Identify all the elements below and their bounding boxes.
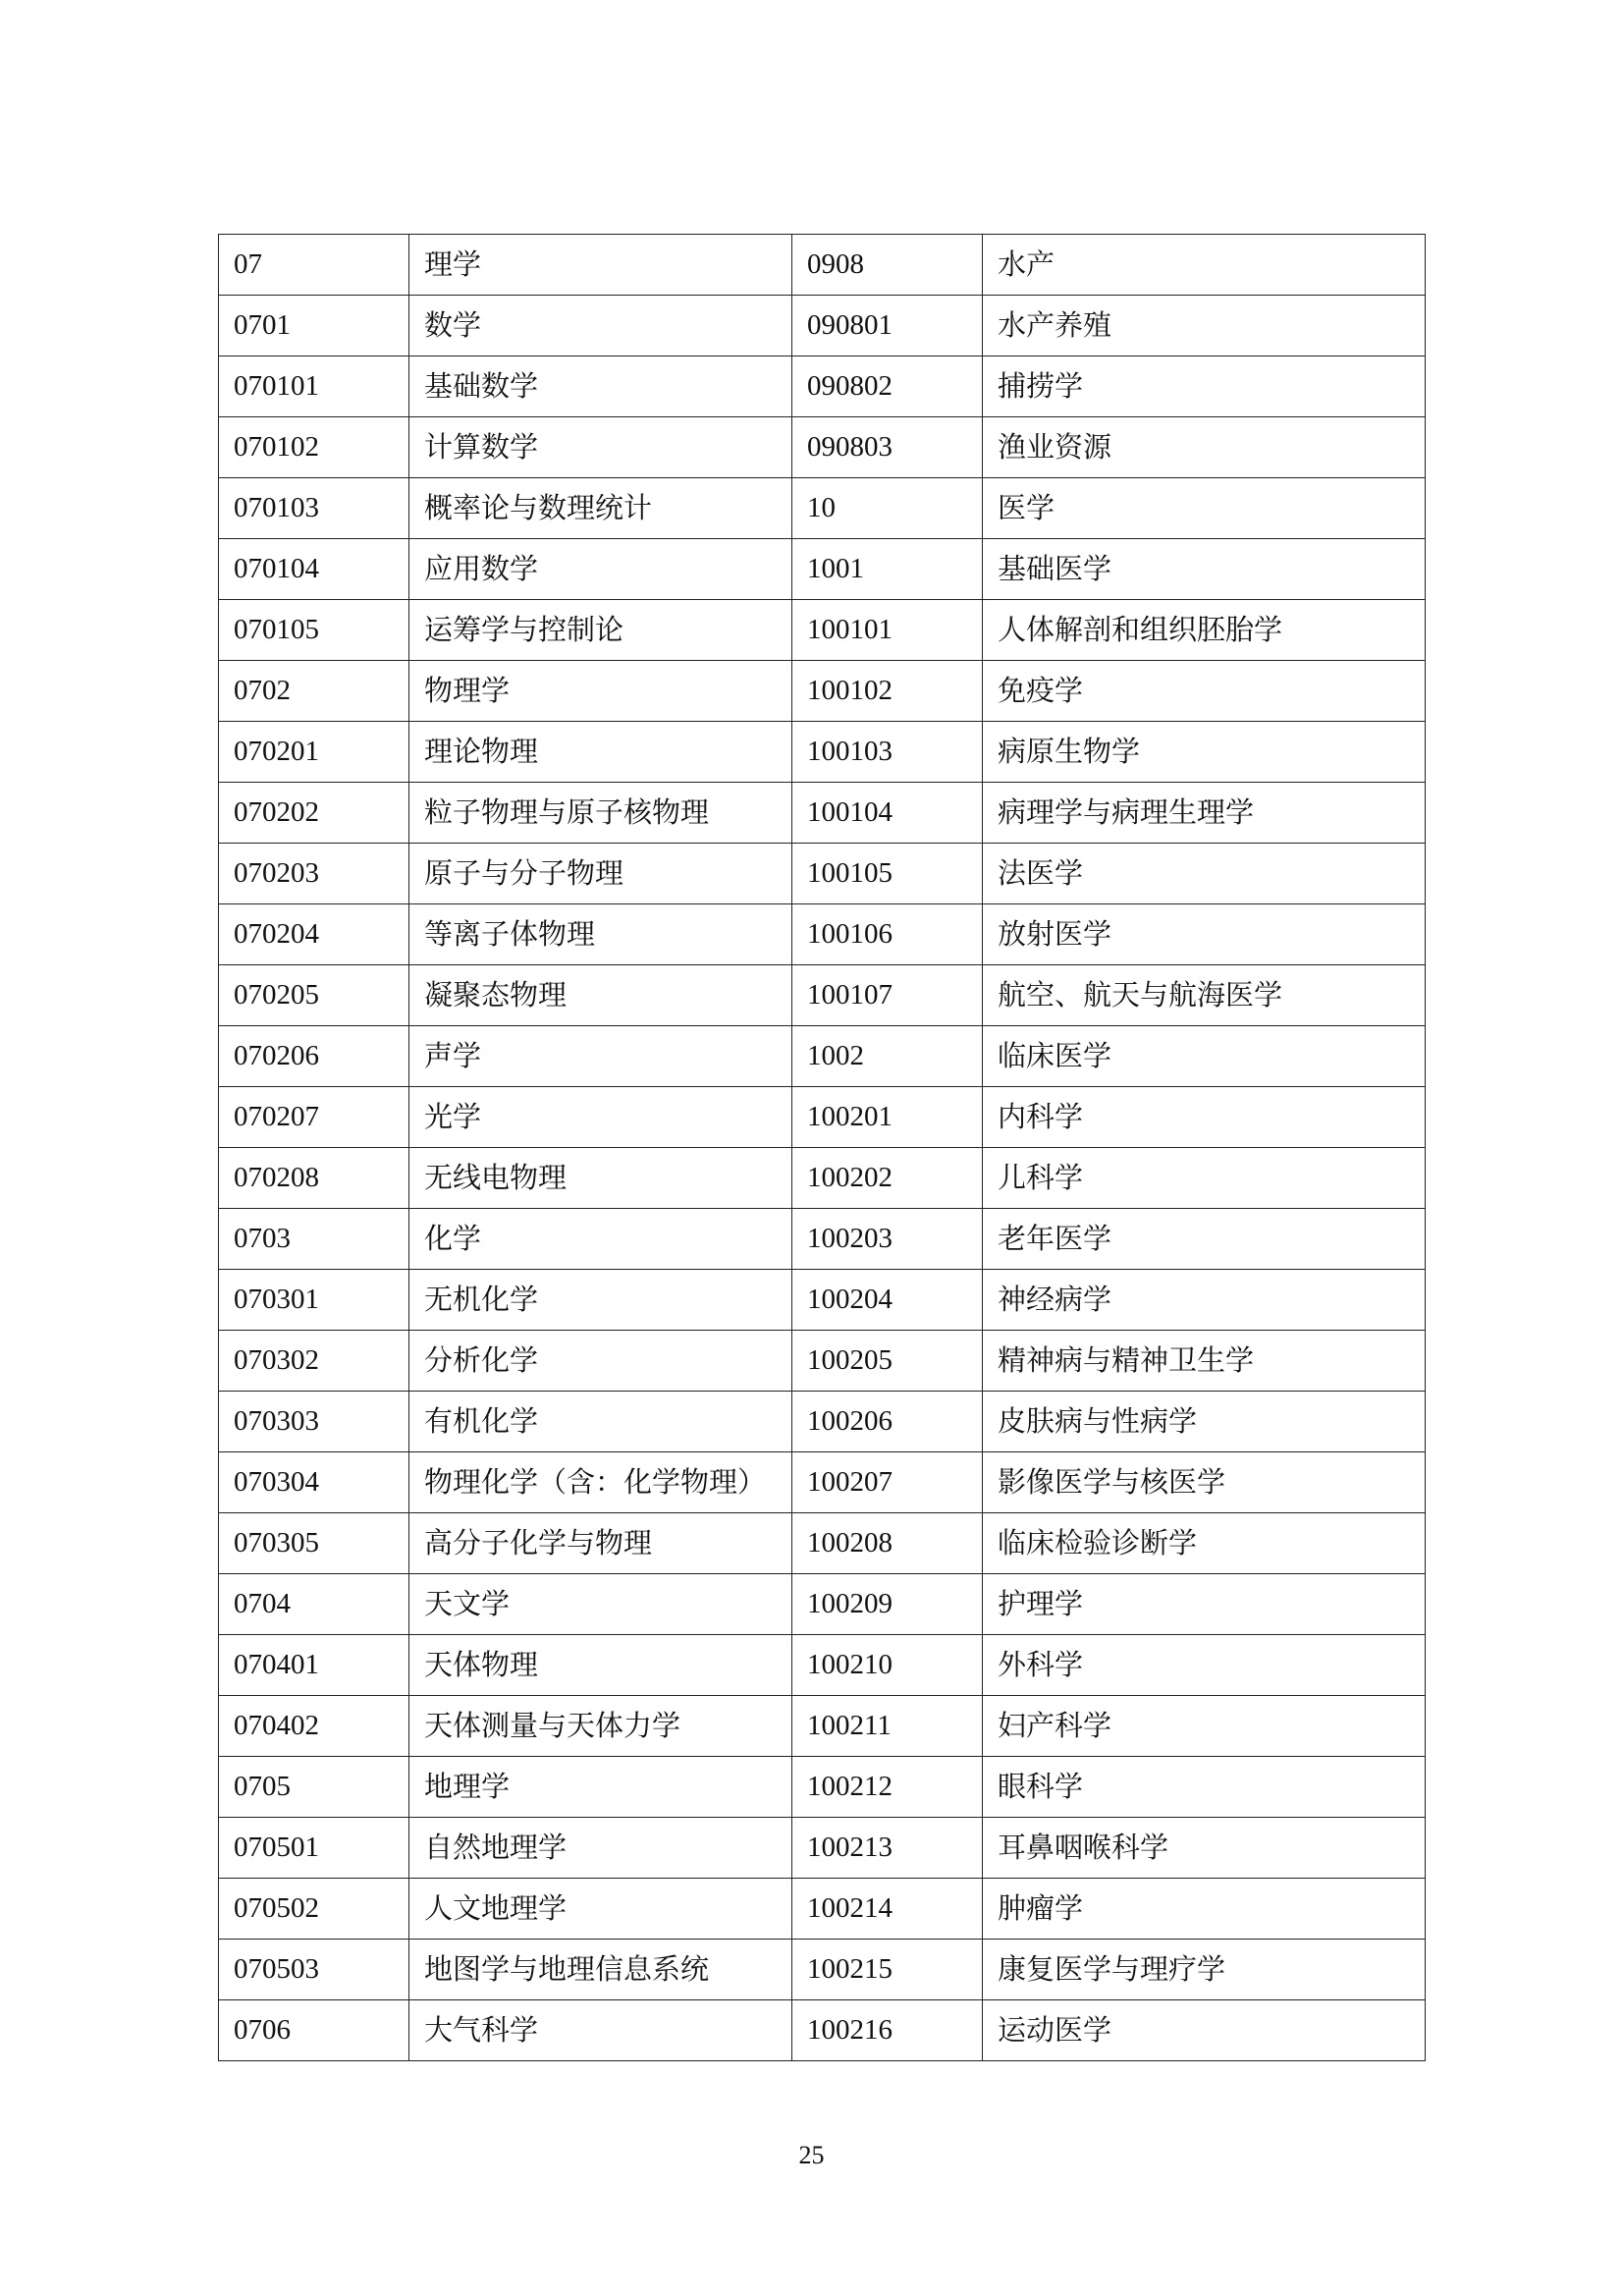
table-row bbox=[219, 1818, 1426, 1879]
left-code-cell: 070305 bbox=[219, 1513, 409, 1574]
right-code-cell: 100206 bbox=[792, 1392, 983, 1452]
left-name-cell: 理论物理 bbox=[409, 722, 792, 783]
left-code-cell: 070301 bbox=[219, 1270, 409, 1331]
right-code-cell: 100205 bbox=[792, 1331, 983, 1392]
table-row bbox=[219, 296, 1426, 356]
table-row bbox=[219, 417, 1426, 478]
table-row bbox=[219, 904, 1426, 965]
right-name-cell: 眼科学 bbox=[983, 1757, 1426, 1818]
left-code-cell: 070304 bbox=[219, 1452, 409, 1513]
left-code-cell: 070206 bbox=[219, 1026, 409, 1087]
table-row bbox=[219, 600, 1426, 661]
left-name-cell: 光学 bbox=[409, 1087, 792, 1148]
left-name-cell: 声学 bbox=[409, 1026, 792, 1087]
left-code-cell: 070203 bbox=[219, 844, 409, 904]
right-code-cell: 100105 bbox=[792, 844, 983, 904]
left-name-cell: 天体物理 bbox=[409, 1635, 792, 1696]
page-number: 25 bbox=[798, 2141, 825, 2169]
table-row bbox=[219, 1209, 1426, 1270]
left-code-cell: 070101 bbox=[219, 356, 409, 417]
left-name-cell: 地理学 bbox=[409, 1757, 792, 1818]
left-code-cell: 0705 bbox=[219, 1757, 409, 1818]
left-name-cell: 凝聚态物理 bbox=[409, 965, 792, 1026]
left-name-cell: 运筹学与控制论 bbox=[409, 600, 792, 661]
right-code-cell: 1002 bbox=[792, 1026, 983, 1087]
left-code-cell: 070208 bbox=[219, 1148, 409, 1209]
right-code-cell: 090801 bbox=[792, 296, 983, 356]
left-code-cell: 0703 bbox=[219, 1209, 409, 1270]
right-code-cell: 100207 bbox=[792, 1452, 983, 1513]
right-name-cell: 影像医学与核医学 bbox=[983, 1452, 1426, 1513]
table-row bbox=[219, 1148, 1426, 1209]
right-name-cell: 外科学 bbox=[983, 1635, 1426, 1696]
right-name-cell: 法医学 bbox=[983, 844, 1426, 904]
right-name-cell: 肿瘤学 bbox=[983, 1879, 1426, 1940]
right-name-cell: 康复医学与理疗学 bbox=[983, 1940, 1426, 2000]
table-row bbox=[219, 965, 1426, 1026]
right-name-cell: 航空、航天与航海医学 bbox=[983, 965, 1426, 1026]
table-row bbox=[219, 1879, 1426, 1940]
table-row bbox=[219, 356, 1426, 417]
right-name-cell: 渔业资源 bbox=[983, 417, 1426, 478]
left-code-cell: 070104 bbox=[219, 539, 409, 600]
right-code-cell: 0908 bbox=[792, 235, 983, 296]
table-row bbox=[219, 539, 1426, 600]
right-name-cell: 皮肤病与性病学 bbox=[983, 1392, 1426, 1452]
table-row bbox=[219, 1331, 1426, 1392]
table-row bbox=[219, 661, 1426, 722]
left-name-cell: 应用数学 bbox=[409, 539, 792, 600]
right-name-cell: 老年医学 bbox=[983, 1209, 1426, 1270]
left-name-cell: 数学 bbox=[409, 296, 792, 356]
table-row bbox=[219, 1940, 1426, 2000]
left-code-cell: 0706 bbox=[219, 2000, 409, 2061]
left-code-cell: 070501 bbox=[219, 1818, 409, 1879]
left-name-cell: 物理化学（含：化学物理） bbox=[409, 1452, 792, 1513]
right-code-cell: 100103 bbox=[792, 722, 983, 783]
table-row bbox=[219, 1696, 1426, 1757]
table-row bbox=[219, 1392, 1426, 1452]
table-row bbox=[219, 722, 1426, 783]
right-code-cell: 100211 bbox=[792, 1696, 983, 1757]
left-name-cell: 理学 bbox=[409, 235, 792, 296]
table-row bbox=[219, 1513, 1426, 1574]
table-row bbox=[219, 1635, 1426, 1696]
left-name-cell: 天文学 bbox=[409, 1574, 792, 1635]
left-name-cell: 物理学 bbox=[409, 661, 792, 722]
left-code-cell: 070207 bbox=[219, 1087, 409, 1148]
right-name-cell: 临床检验诊断学 bbox=[983, 1513, 1426, 1574]
right-name-cell: 水产养殖 bbox=[983, 296, 1426, 356]
left-code-cell: 070201 bbox=[219, 722, 409, 783]
left-name-cell: 地图学与地理信息系统 bbox=[409, 1940, 792, 2000]
right-code-cell: 100101 bbox=[792, 600, 983, 661]
table-row bbox=[219, 1270, 1426, 1331]
left-name-cell: 大气科学 bbox=[409, 2000, 792, 2061]
table-row bbox=[219, 1087, 1426, 1148]
right-code-cell: 100210 bbox=[792, 1635, 983, 1696]
left-name-cell: 高分子化学与物理 bbox=[409, 1513, 792, 1574]
table-row bbox=[219, 1574, 1426, 1635]
left-code-cell: 070102 bbox=[219, 417, 409, 478]
left-name-cell: 计算数学 bbox=[409, 417, 792, 478]
right-name-cell: 耳鼻咽喉科学 bbox=[983, 1818, 1426, 1879]
table-row bbox=[219, 478, 1426, 539]
left-code-cell: 0701 bbox=[219, 296, 409, 356]
left-name-cell: 等离子体物理 bbox=[409, 904, 792, 965]
right-name-cell: 运动医学 bbox=[983, 2000, 1426, 2061]
left-name-cell: 人文地理学 bbox=[409, 1879, 792, 1940]
right-name-cell: 人体解剖和组织胚胎学 bbox=[983, 600, 1426, 661]
right-code-cell: 100102 bbox=[792, 661, 983, 722]
left-name-cell: 有机化学 bbox=[409, 1392, 792, 1452]
right-code-cell: 100216 bbox=[792, 2000, 983, 2061]
right-name-cell: 病理学与病理生理学 bbox=[983, 783, 1426, 844]
table-row bbox=[219, 1757, 1426, 1818]
left-name-cell: 粒子物理与原子核物理 bbox=[409, 783, 792, 844]
left-code-cell: 070202 bbox=[219, 783, 409, 844]
right-name-cell: 妇产科学 bbox=[983, 1696, 1426, 1757]
right-code-cell: 100212 bbox=[792, 1757, 983, 1818]
right-code-cell: 100202 bbox=[792, 1148, 983, 1209]
left-code-cell: 070103 bbox=[219, 478, 409, 539]
right-code-cell: 1001 bbox=[792, 539, 983, 600]
table-row bbox=[219, 1452, 1426, 1513]
table-row bbox=[219, 2000, 1426, 2061]
right-code-cell: 10 bbox=[792, 478, 983, 539]
left-name-cell: 无线电物理 bbox=[409, 1148, 792, 1209]
table-row bbox=[219, 1026, 1426, 1087]
left-name-cell: 概率论与数理统计 bbox=[409, 478, 792, 539]
right-name-cell: 护理学 bbox=[983, 1574, 1426, 1635]
right-code-cell: 100106 bbox=[792, 904, 983, 965]
left-code-cell: 070402 bbox=[219, 1696, 409, 1757]
left-code-cell: 070105 bbox=[219, 600, 409, 661]
right-code-cell: 100204 bbox=[792, 1270, 983, 1331]
left-code-cell: 070401 bbox=[219, 1635, 409, 1696]
left-code-cell: 0704 bbox=[219, 1574, 409, 1635]
table-row bbox=[219, 235, 1426, 296]
left-code-cell: 070205 bbox=[219, 965, 409, 1026]
right-name-cell: 医学 bbox=[983, 478, 1426, 539]
right-code-cell: 100214 bbox=[792, 1879, 983, 1940]
right-name-cell: 放射医学 bbox=[983, 904, 1426, 965]
right-name-cell: 内科学 bbox=[983, 1087, 1426, 1148]
left-name-cell: 原子与分子物理 bbox=[409, 844, 792, 904]
table-row bbox=[219, 783, 1426, 844]
left-code-cell: 070502 bbox=[219, 1879, 409, 1940]
right-code-cell: 100215 bbox=[792, 1940, 983, 2000]
right-name-cell: 神经病学 bbox=[983, 1270, 1426, 1331]
left-name-cell: 无机化学 bbox=[409, 1270, 792, 1331]
left-code-cell: 070204 bbox=[219, 904, 409, 965]
right-name-cell: 儿科学 bbox=[983, 1148, 1426, 1209]
right-name-cell: 水产 bbox=[983, 235, 1426, 296]
right-name-cell: 病原生物学 bbox=[983, 722, 1426, 783]
discipline-code-table bbox=[218, 234, 1426, 2061]
right-code-cell: 100208 bbox=[792, 1513, 983, 1574]
left-name-cell: 分析化学 bbox=[409, 1331, 792, 1392]
right-name-cell: 免疫学 bbox=[983, 661, 1426, 722]
left-name-cell: 基础数学 bbox=[409, 356, 792, 417]
right-code-cell: 090803 bbox=[792, 417, 983, 478]
table-row bbox=[219, 844, 1426, 904]
right-code-cell: 100203 bbox=[792, 1209, 983, 1270]
right-name-cell: 精神病与精神卫生学 bbox=[983, 1331, 1426, 1392]
left-code-cell: 070503 bbox=[219, 1940, 409, 2000]
right-code-cell: 090802 bbox=[792, 356, 983, 417]
right-name-cell: 捕捞学 bbox=[983, 356, 1426, 417]
right-name-cell: 临床医学 bbox=[983, 1026, 1426, 1087]
table-body bbox=[219, 235, 1426, 2061]
left-name-cell: 天体测量与天体力学 bbox=[409, 1696, 792, 1757]
right-code-cell: 100213 bbox=[792, 1818, 983, 1879]
right-code-cell: 100201 bbox=[792, 1087, 983, 1148]
left-name-cell: 自然地理学 bbox=[409, 1818, 792, 1879]
right-code-cell: 100209 bbox=[792, 1574, 983, 1635]
right-name-cell: 基础医学 bbox=[983, 539, 1426, 600]
left-code-cell: 070303 bbox=[219, 1392, 409, 1452]
left-name-cell: 化学 bbox=[409, 1209, 792, 1270]
left-code-cell: 0702 bbox=[219, 661, 409, 722]
right-code-cell: 100107 bbox=[792, 965, 983, 1026]
left-code-cell: 07 bbox=[219, 235, 409, 296]
left-code-cell: 070302 bbox=[219, 1331, 409, 1392]
right-code-cell: 100104 bbox=[792, 783, 983, 844]
